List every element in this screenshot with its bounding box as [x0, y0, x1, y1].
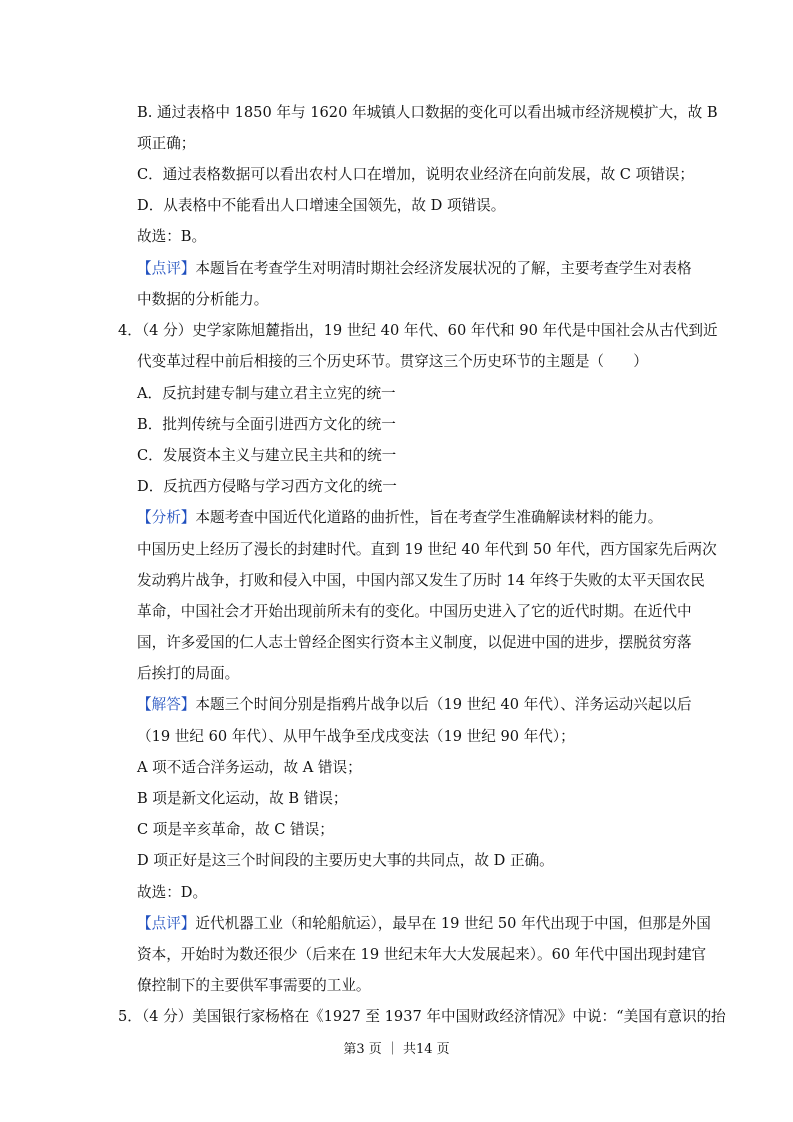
q4-comment-line2: 资本，开始时为数还很少（后来在 19 世纪末年大大发展起来）。60 年代中国出现封建官: [137, 946, 707, 963]
q3-option-b-line1: B. 通过表格中 1850 年与 1620 年城镇人口数据的变化可以看出城市经济规模扩大，故 B: [137, 104, 718, 121]
q4-solution-line2: （19 世纪 60 年代）、从甲午战争至戊戌变法（19 世纪 90 年代）；: [137, 728, 575, 745]
q5-stem-line1: 5．（4 分）美国银行家杨格在《1927 至 1937 年中国财政经济情况》中说：“美国有意识的抬: [118, 1008, 726, 1025]
q4-option-a: A．反抗封建专制与建立君主立宪的统一: [137, 385, 396, 402]
q4-solution-item: B 项是新文化运动，故 B 错误；: [137, 790, 348, 807]
q4-analysis-para-line: 中国历史上经历了漫长的封建时代。直到 19 世纪 40 年代到 50 年代，西方国家先后两次: [137, 541, 717, 558]
q3-answer: 故选：B。: [137, 228, 207, 245]
q4-analysis-para-line: 国，许多爱国的仁人志士曾经企图实行资本主义制度，以促进中国的进步，摆脱贫穷落: [137, 634, 692, 651]
q4-answer: 故选：D。: [137, 884, 208, 901]
q4-analysis-para-line: 发动鸦片战争，打败和侵入中国，中国内部又发生了历时 14 年终于失败的太平天国农民: [137, 572, 705, 589]
q4-comment-line1: 【点评】近代机器工业（和轮船航运），最早在 19 世纪 50 年代出现于中国，但那是外国: [137, 915, 711, 932]
q4-solution-item: D 项正好是这三个时间段的主要历史大事的共同点，故 D 正确。: [137, 852, 554, 869]
q4-solution-item: A 项不适合洋务运动，故 A 错误；: [137, 759, 362, 776]
q3-option-b-line2: 项正确；: [137, 135, 196, 152]
q4-stem-line1: 4．（4 分）史学家陈旭麓指出，19 世纪 40 年代、60 年代和 90 年代是中国社会从古代到近: [118, 322, 718, 339]
page-footer: 第3 页 ｜ 共14 页: [343, 1042, 450, 1057]
q4-option-d: D．反抗西方侵略与学习西方文化的统一: [137, 478, 397, 495]
q3-comment-line2: 中数据的分析能力。: [137, 291, 269, 308]
q4-solution-line1: 【解答】本题三个时间分别是指鸦片战争以后（19 世纪 40 年代）、洋务运动兴起以后: [137, 696, 692, 713]
solution-tag: 【解答】: [137, 696, 196, 713]
q4-solution-item: C 项是辛亥革命，故 C 错误；: [137, 821, 334, 838]
q3-comment-line1: 【点评】本题旨在考查学生对明清时期社会经济发展状况的了解，主要考查学生对表格: [137, 260, 692, 277]
q3-option-d-line: D．从表格中不能看出人口增速全国领先，故 D 项错误。: [137, 197, 506, 214]
q4-analysis-line1: 【分析】本题考查中国近代化道路的曲折性，旨在考查学生准确解读材料的能力。: [137, 509, 663, 526]
comment-tag: 【点评】: [137, 915, 196, 932]
q3-option-c-line: C．通过表格数据可以看出农村人口在增加，说明农业经济在向前发展，故 C 项错误；: [137, 166, 694, 183]
q4-option-b: B．批判传统与全面引进西方文化的统一: [137, 416, 396, 433]
comment-tag: 【点评】: [137, 260, 196, 277]
analysis-tag: 【分析】: [137, 509, 196, 526]
q4-comment-line3: 僚控制下的主要供军事需要的工业。: [137, 977, 371, 994]
q4-option-c: C．发展资本主义与建立民主共和的统一: [137, 447, 397, 464]
q4-analysis-para-line: 革命，中国社会才开始出现前所未有的变化。中国历史进入了它的近代时期。在近代中: [137, 603, 692, 620]
q4-stem-line2: 代变革过程中前后相接的三个历史环节。贯穿这三个历史环节的主题是（ ）: [137, 353, 648, 370]
q4-analysis-para-line: 后挨打的局面。: [137, 665, 240, 682]
